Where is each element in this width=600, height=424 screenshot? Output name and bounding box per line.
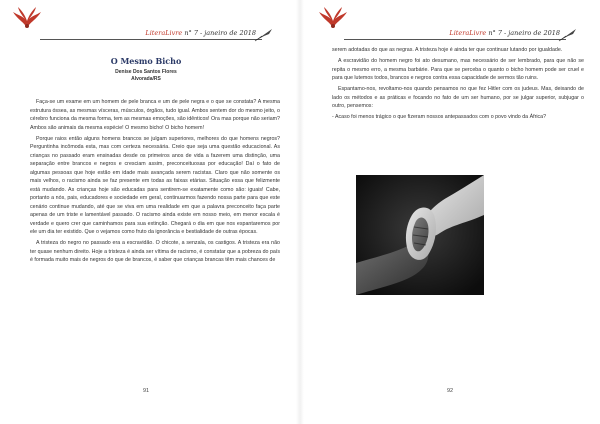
issue-label: n° 7 - janeiro de 2018 xyxy=(488,29,560,37)
author-location: Alvorada/RS xyxy=(131,75,161,82)
clasped-hands-photo xyxy=(356,175,484,295)
paragraph: Porque raios então alguns homens brancos se julgam superiores, melhores do que homens negros? Perguntinha incômoda esta, mas com certeza necessária. Creio que seja uma questão educacional. As crianças no passado eram ensinadas desde os primeiros anos de vida a fazerem uma distinção, uma separação entre brancos e negros e cresciam assim, preconceituosas por educação! Daí o fato de algumas pessoas que hoje estão em idade mais avançada serem racistas. Claro que não somente os mais velhos, o racismo ainda se faz presente em todas as faixas etárias. Situação essa que felizmente está mudando. As crianças hoje são educadas para sentirem-se exatamente como são: iguais! Cabe, portanto a nós, pais, educadores e sociedade em geral, continuarmos fazendo nossa parte para que este cenário continue mudando, até que se viva em uma realidade em que a palavra preconceito faça parte apenas de um triste e lamentável passado. O racismo ainda existe em nosso meio, em menor escala é verdade e quero crer que caminhamos para sua extinção. Chegará o dia em que nos espantaremos por ele um dia ter existido. Que o vejamos como fruto da ignorância e bestialidade de outras épocas. xyxy=(30,135,280,235)
paragraph: A escravidão do homem negro foi ato desumano, mas necessário de ser lembrado, para que não se repita o mesmo erro, a mesma barbárie. Para que se perceba o quanto o bicho homem pode ser cruel e para que lutemos todos, brancos e negros contra essa capacidade de sermos tão ruins. xyxy=(332,58,584,81)
page-header xyxy=(0,6,292,46)
quill-icon xyxy=(558,28,578,42)
issue-label: n° 7 - janeiro de 2018 xyxy=(184,29,256,37)
article-body-continued xyxy=(332,46,584,124)
page-number: 91 xyxy=(142,388,150,394)
paragraph: Faça-se um exame em um homem de pele branca e um de pele negra e o que se constata? A mesma estrutura óssea, as mesmas vísceras, músculos, órgãos, tudo igual. Ambos sentem dor do mesmo jeito, o cérebro funciona da mesma forma, tem as mesmas emoções, são idênticos! Ora mas porque não seriam? Ambos são animais da mesma espécie! O mesmo bicho! O bicho homem! xyxy=(30,99,280,131)
article-title: O Mesmo Bicho xyxy=(110,56,182,66)
page-gutter xyxy=(296,0,304,424)
article-body xyxy=(30,98,280,267)
header-rule xyxy=(344,39,566,40)
right-page xyxy=(304,0,596,424)
author-name: Denise Dos Santos Flores xyxy=(115,69,177,75)
wings-logo-icon xyxy=(318,6,348,32)
brand-name: LiteraLivre xyxy=(449,29,487,37)
header-rule xyxy=(40,39,262,40)
quill-icon xyxy=(254,28,274,42)
paragraph: Espantamo-nos, revoltamo-nos quando pensamos no que fez Hitler com os judeus. Mas, deixando de lado os métodos e as práticas e focando no fato de um ser humano, por se julgar superior, subjugar o outro, pensemos: xyxy=(332,86,584,109)
running-header xyxy=(60,29,256,37)
page-header xyxy=(304,6,596,46)
paragraph: - Acaso foi menos trágico o que fizeram nossos antepassados com o povo vindo da África? xyxy=(332,114,547,120)
page-number: 92 xyxy=(446,388,454,394)
paragraph: A tristeza do negro no passado era a escravidão. O chicote, a senzala, os castigos. A tristeza era não ter quase nenhum direito. Hoje a tristeza é ainda ser vítima de racismo, é constatar que a pobreza do país é formada muito mais de negros do que de brancos, é saber que crianças brancas têm mais chances de xyxy=(30,240,280,263)
article-byline xyxy=(20,69,272,82)
left-page xyxy=(0,0,292,424)
paragraph: serem adotadas do que as negras. A tristeza hoje é ainda ter que continuar lutando por igualdade. xyxy=(332,47,563,53)
brand-name: LiteraLivre xyxy=(145,29,183,37)
wings-logo-icon xyxy=(12,6,42,32)
running-header xyxy=(364,29,560,37)
